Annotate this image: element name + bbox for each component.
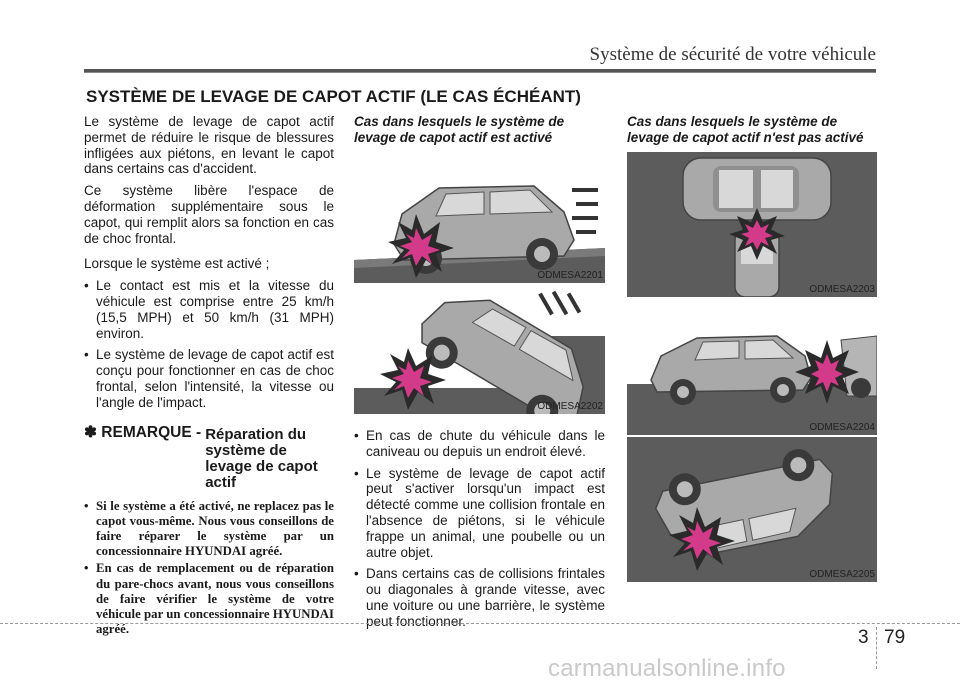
column-middle xyxy=(354,114,605,145)
remark-subtitle: Réparation du système de levage de capot actif xyxy=(205,425,318,491)
not-activated-heading: Cas dans lesquels le système de levage de capot actif n'est pas activé xyxy=(627,114,864,145)
figure-code: ODMESA2201 xyxy=(537,270,603,281)
intro-paragraph-2: Ce système libère l'espace de déformation supplémentaire sous le capot, qui remplit alors sa fonction en cas de choc frontal. xyxy=(84,183,334,246)
remark-item: • En cas de remplacement ou de réparation du pare-chocs avant, nous vous conseillons de faire vérifier le système de votre véhicule par un concessionnaire HYUNDAI agréé. xyxy=(84,561,334,637)
remark-heading: ✽ REMARQUE - Réparation du système de levage de capot actif xyxy=(84,423,318,491)
column-middle-bullets xyxy=(354,428,605,636)
bullet-dot: • xyxy=(84,278,89,294)
activation-intro: Lorsque le système est activé ; xyxy=(84,256,270,272)
watermark: carmanualsonline.info xyxy=(548,655,786,682)
section-title: SYSTÈME DE LEVAGE DE CAPOT ACTIF (LE CAS ÉCHÉANT) xyxy=(86,87,581,106)
figure-rollover xyxy=(627,437,877,582)
header-rule-thin xyxy=(84,72,876,73)
figure-side-impact-top xyxy=(627,152,877,297)
figure-ditch xyxy=(354,152,605,283)
remark-item: • Si le système a été activé, ne replacez pas le capot vous-même. Nous vous conseillons de faire réparer le système par un concessionnaire HYUNDAI agréé. xyxy=(84,498,334,559)
column-right xyxy=(627,114,879,145)
list-item: • Le système de levage de capot actif peut s'activer lorsqu'un impact est détecté comme une collision frontale en l'absence de piétons, si le véhicule frappe un animal, une poubelle ou un autre objet. xyxy=(354,465,605,560)
chapter-number: 3 xyxy=(858,627,869,648)
page-separator xyxy=(876,627,877,669)
list-item: • Le système de levage de capot actif est conçu pour fonctionner en cas de choc frontal, selon l'intensité, la vitesse ou l'angle de l'impact. xyxy=(84,347,334,410)
bullet-dot: • xyxy=(84,347,89,363)
footer-rule xyxy=(0,623,960,624)
intro-paragraph: Le système de levage de capot actif permet de réduire le risque de blessures infligées aux piétons, en levant le capot dans certains cas d'accident. xyxy=(84,114,334,177)
figure-code: ODMESA2202 xyxy=(537,401,603,412)
list-item: • En cas de chute du véhicule dans le caniveau ou depuis un endroit élevé. xyxy=(354,428,605,459)
figure-rear-impact xyxy=(627,300,877,435)
bullet-dot: • xyxy=(354,428,359,443)
bullet-dot: • xyxy=(354,566,359,582)
figure-code: ODMESA2203 xyxy=(809,284,875,295)
bullet-dot: • xyxy=(354,465,359,481)
figure-code: ODMESA2204 xyxy=(809,422,875,433)
page-number: 79 xyxy=(884,627,906,648)
running-header: Système de sécurité de votre véhicule xyxy=(589,44,876,65)
figure-drop xyxy=(354,286,605,414)
activated-heading: Cas dans lesquels le système de levage de capot actif est activé xyxy=(354,114,565,145)
figure-code: ODMESA2205 xyxy=(809,569,875,580)
list-item: • Dans certains cas de collisions frintales ou diagonales à grande vitesse, avec une voiture ou une barrière, le système peut fonctionner. xyxy=(354,566,605,629)
list-item: • Le contact est mis et la vitesse du véhicule est comprise entre 25 km/h (15,5 MPH) et 50 km/h (31 MPH) environ. xyxy=(84,278,334,341)
column-left xyxy=(84,114,334,637)
